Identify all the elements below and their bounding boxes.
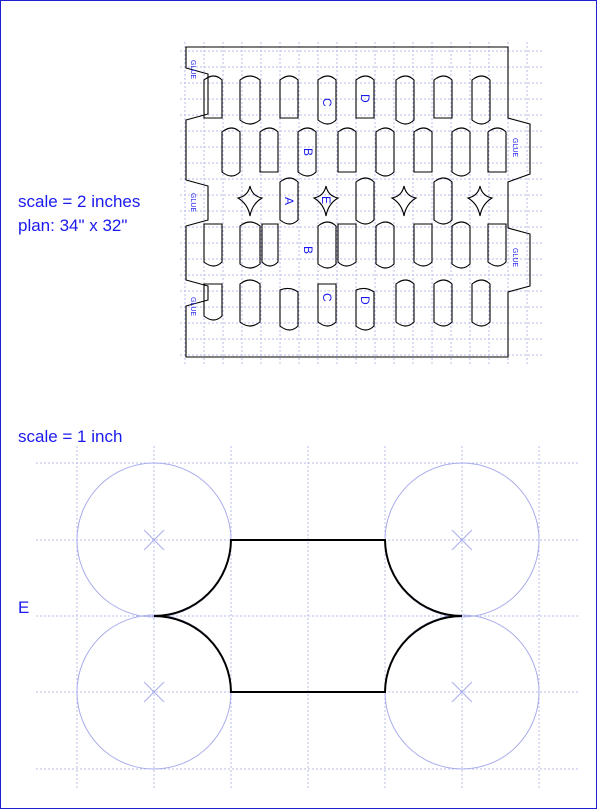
piece-label-c: C [320, 293, 334, 302]
glue-tab-label: GLUE [511, 248, 518, 268]
plan-dimensions-label: plan: 34" x 32" [18, 216, 128, 235]
piece-label-b: B [301, 148, 315, 157]
glue-tab-label: GLUE [189, 60, 196, 80]
piece-label-a: A [282, 197, 296, 206]
piece-label-b: B [301, 246, 315, 255]
detail-piece-label: E [18, 598, 30, 617]
piece-label-c: C [320, 98, 334, 107]
scale-bottom-label: scale = 1 inch [18, 427, 123, 446]
piece-label-e: E [319, 196, 333, 205]
detail-grid [36, 446, 580, 790]
glue-tab-label: GLUE [511, 138, 518, 158]
scale-top-label: scale = 2 inches [18, 192, 141, 211]
piece-label-d: D [358, 296, 372, 305]
glue-tab-label: GLUE [189, 193, 196, 213]
glue-tab-label: GLUE [189, 297, 196, 317]
piece-label-d: D [358, 94, 372, 103]
